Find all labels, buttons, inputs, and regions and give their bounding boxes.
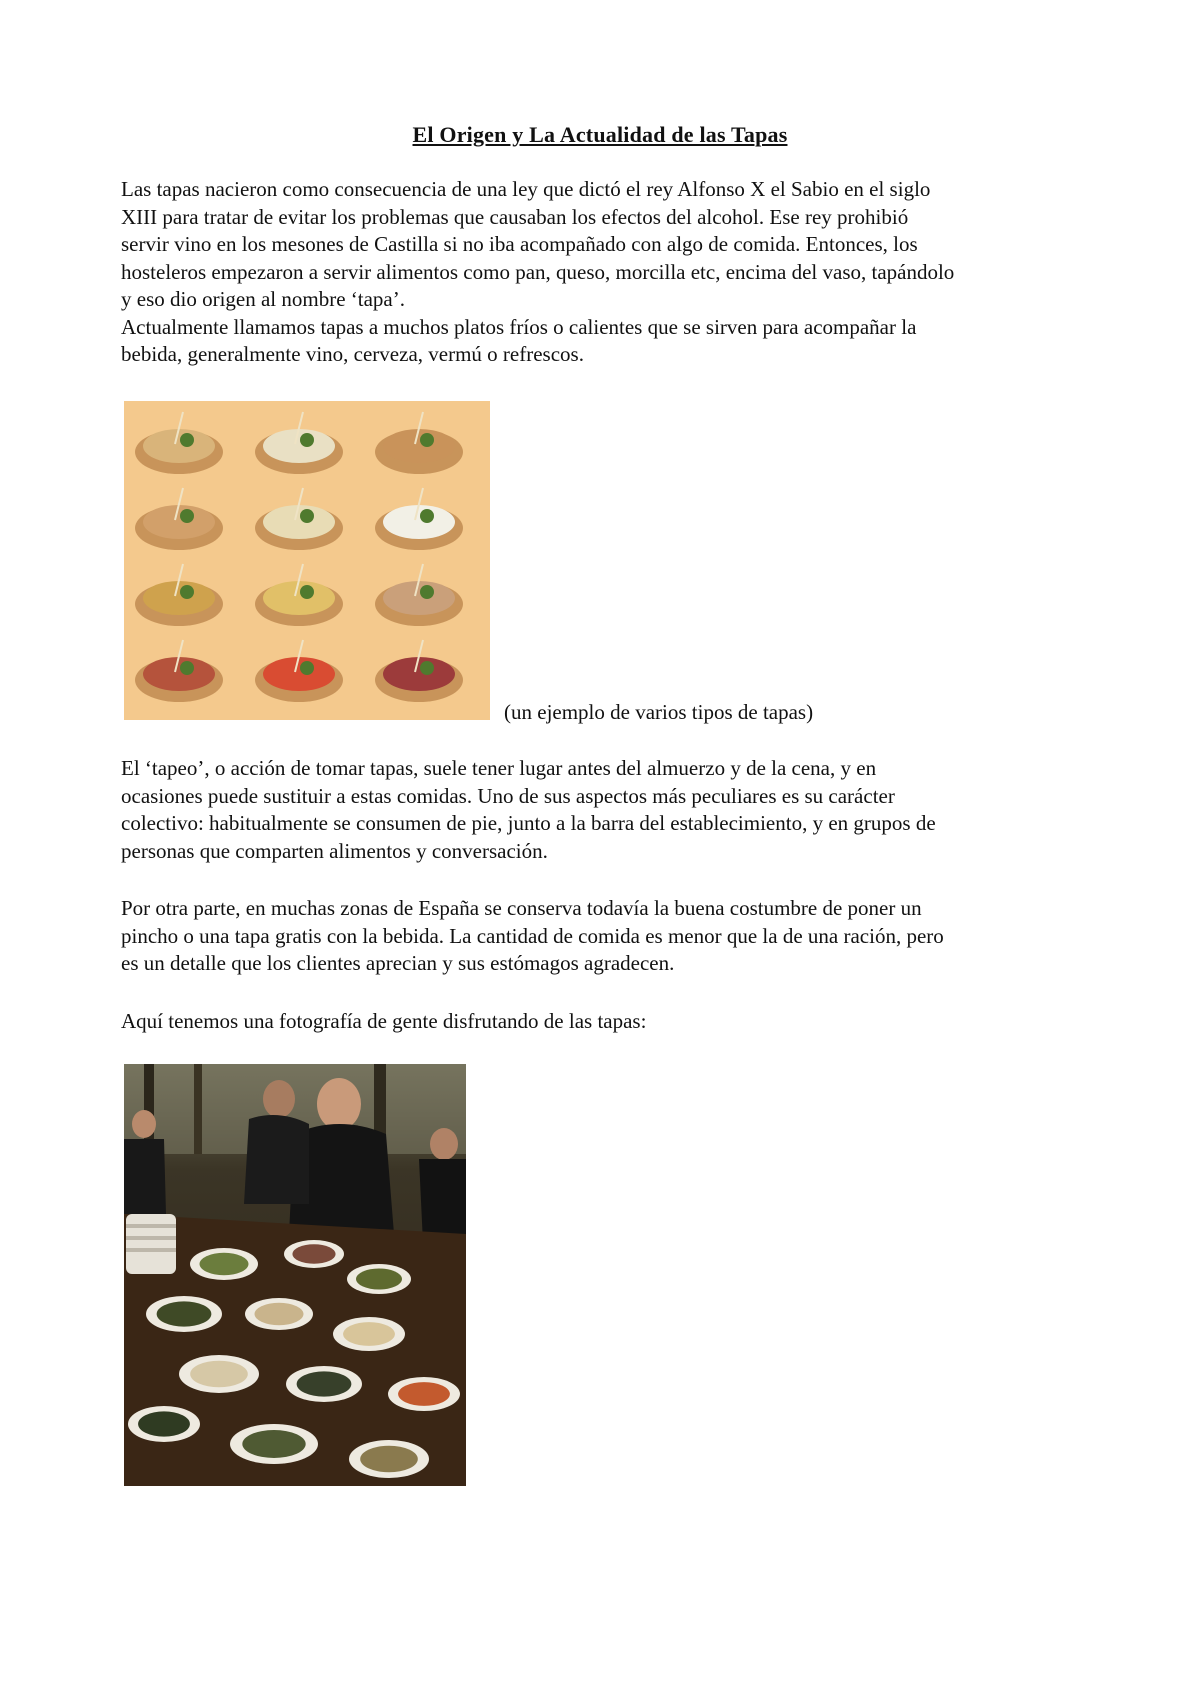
paragraph-line: bebida, generalmente vino, cerveza, vermú o refrescos. [121, 342, 584, 366]
tapa-herb [420, 661, 434, 675]
dish-food [360, 1446, 418, 1473]
paragraph-line: ocasiones puede sustituir a estas comidas. Uno de sus aspectos más peculiares es su carácter [121, 783, 895, 808]
tapa-herb [420, 509, 434, 523]
paragraph-line: y eso dio origen al nombre ‘tapa’. [121, 287, 405, 311]
dish-food [190, 1361, 248, 1388]
tapa-herb [300, 509, 314, 523]
tapa-topping [383, 581, 455, 615]
tapa-herb [180, 509, 194, 523]
paragraph-photo-intro [121, 1008, 1101, 1036]
tapa-herb [420, 585, 434, 599]
tapa-topping [263, 505, 335, 539]
tapas-photo-caption: (un ejemplo de varios tipos de tapas) [504, 700, 814, 724]
dish-food [297, 1371, 352, 1396]
dish-food [398, 1382, 450, 1406]
paragraph-line: servir vino en los mesones de Castilla si no iba acompañado con algo de comida. Entonces, los [121, 232, 918, 256]
dish-food [343, 1322, 395, 1346]
tapa-herb [180, 433, 194, 447]
tapa-herb [300, 585, 314, 599]
tapa-topping [143, 505, 215, 539]
paragraph-line: Aquí tenemos una fotografía de gente disfrutando de las tapas: [121, 1009, 647, 1033]
tapa-topping [383, 429, 455, 463]
tapa-herb [180, 661, 194, 675]
tapa-topping [143, 657, 215, 691]
tapa-topping [143, 429, 215, 463]
paragraph-line: colectivo: habitualmente se consumen de pie, junto a la barra del establecimiento, y en grupos de [121, 811, 936, 835]
tapa-topping [383, 505, 455, 539]
paragraph-line: XIII para tratar de evitar los problemas que causaban los efectos del alcohol. Ese rey prohibió [121, 204, 909, 229]
dish-food [356, 1269, 402, 1290]
tapa-topping [263, 581, 335, 615]
tapa-herb [420, 433, 434, 447]
paragraph-line: es un detalle que los clientes aprecian y sus estómagos agradecen. [121, 951, 675, 975]
dish-food [157, 1301, 212, 1326]
dish-food [242, 1430, 305, 1458]
tapa-topping [383, 657, 455, 691]
paragraph-line: Actualmente llamamos tapas a muchos platos fríos o calientes que se sirven para acompañar la [121, 314, 917, 339]
paragraph-line: personas que comparten alimentos y conversación. [121, 838, 548, 863]
tapa-topping [263, 429, 335, 463]
paragraph-origin [121, 176, 1101, 369]
dish-food [255, 1303, 304, 1325]
paragraph-line: pincho o una tapa gratis con la bebida. La cantidad de comida es menor que la de una ración, pero [121, 923, 944, 948]
paragraph-line: Las tapas nacieron como consecuencia de una ley que dictó el rey Alfonso X el Sabio en el siglo [121, 177, 931, 201]
paragraph-line: Por otra parte, en muchas zonas de España se conserva todavía la buena costumbre de poner un [121, 896, 922, 920]
dish-food [200, 1253, 249, 1275]
document-title: El Origen y La Actualidad de las Tapas [412, 122, 788, 147]
tapa-topping [263, 657, 335, 691]
paragraph-custom [121, 895, 1101, 978]
paragraph-line: El ‘tapeo’, o acción de tomar tapas, suele tener lugar antes del almuerzo y de la cena, y en [121, 756, 877, 780]
tapa-topping [143, 581, 215, 615]
people-eating-tapas-photo [124, 1064, 466, 1486]
paragraph-tapeo [121, 755, 1101, 865]
tapa-herb [180, 585, 194, 599]
dish-food [292, 1244, 335, 1264]
paragraph-line: hosteleros empezaron a servir alimentos como pan, queso, morcilla etc, encima del vaso, tapándolo [121, 259, 955, 284]
tapa-herb [300, 433, 314, 447]
tapa-herb [300, 661, 314, 675]
dish-food [138, 1411, 190, 1436]
tapas-photo [124, 401, 490, 720]
